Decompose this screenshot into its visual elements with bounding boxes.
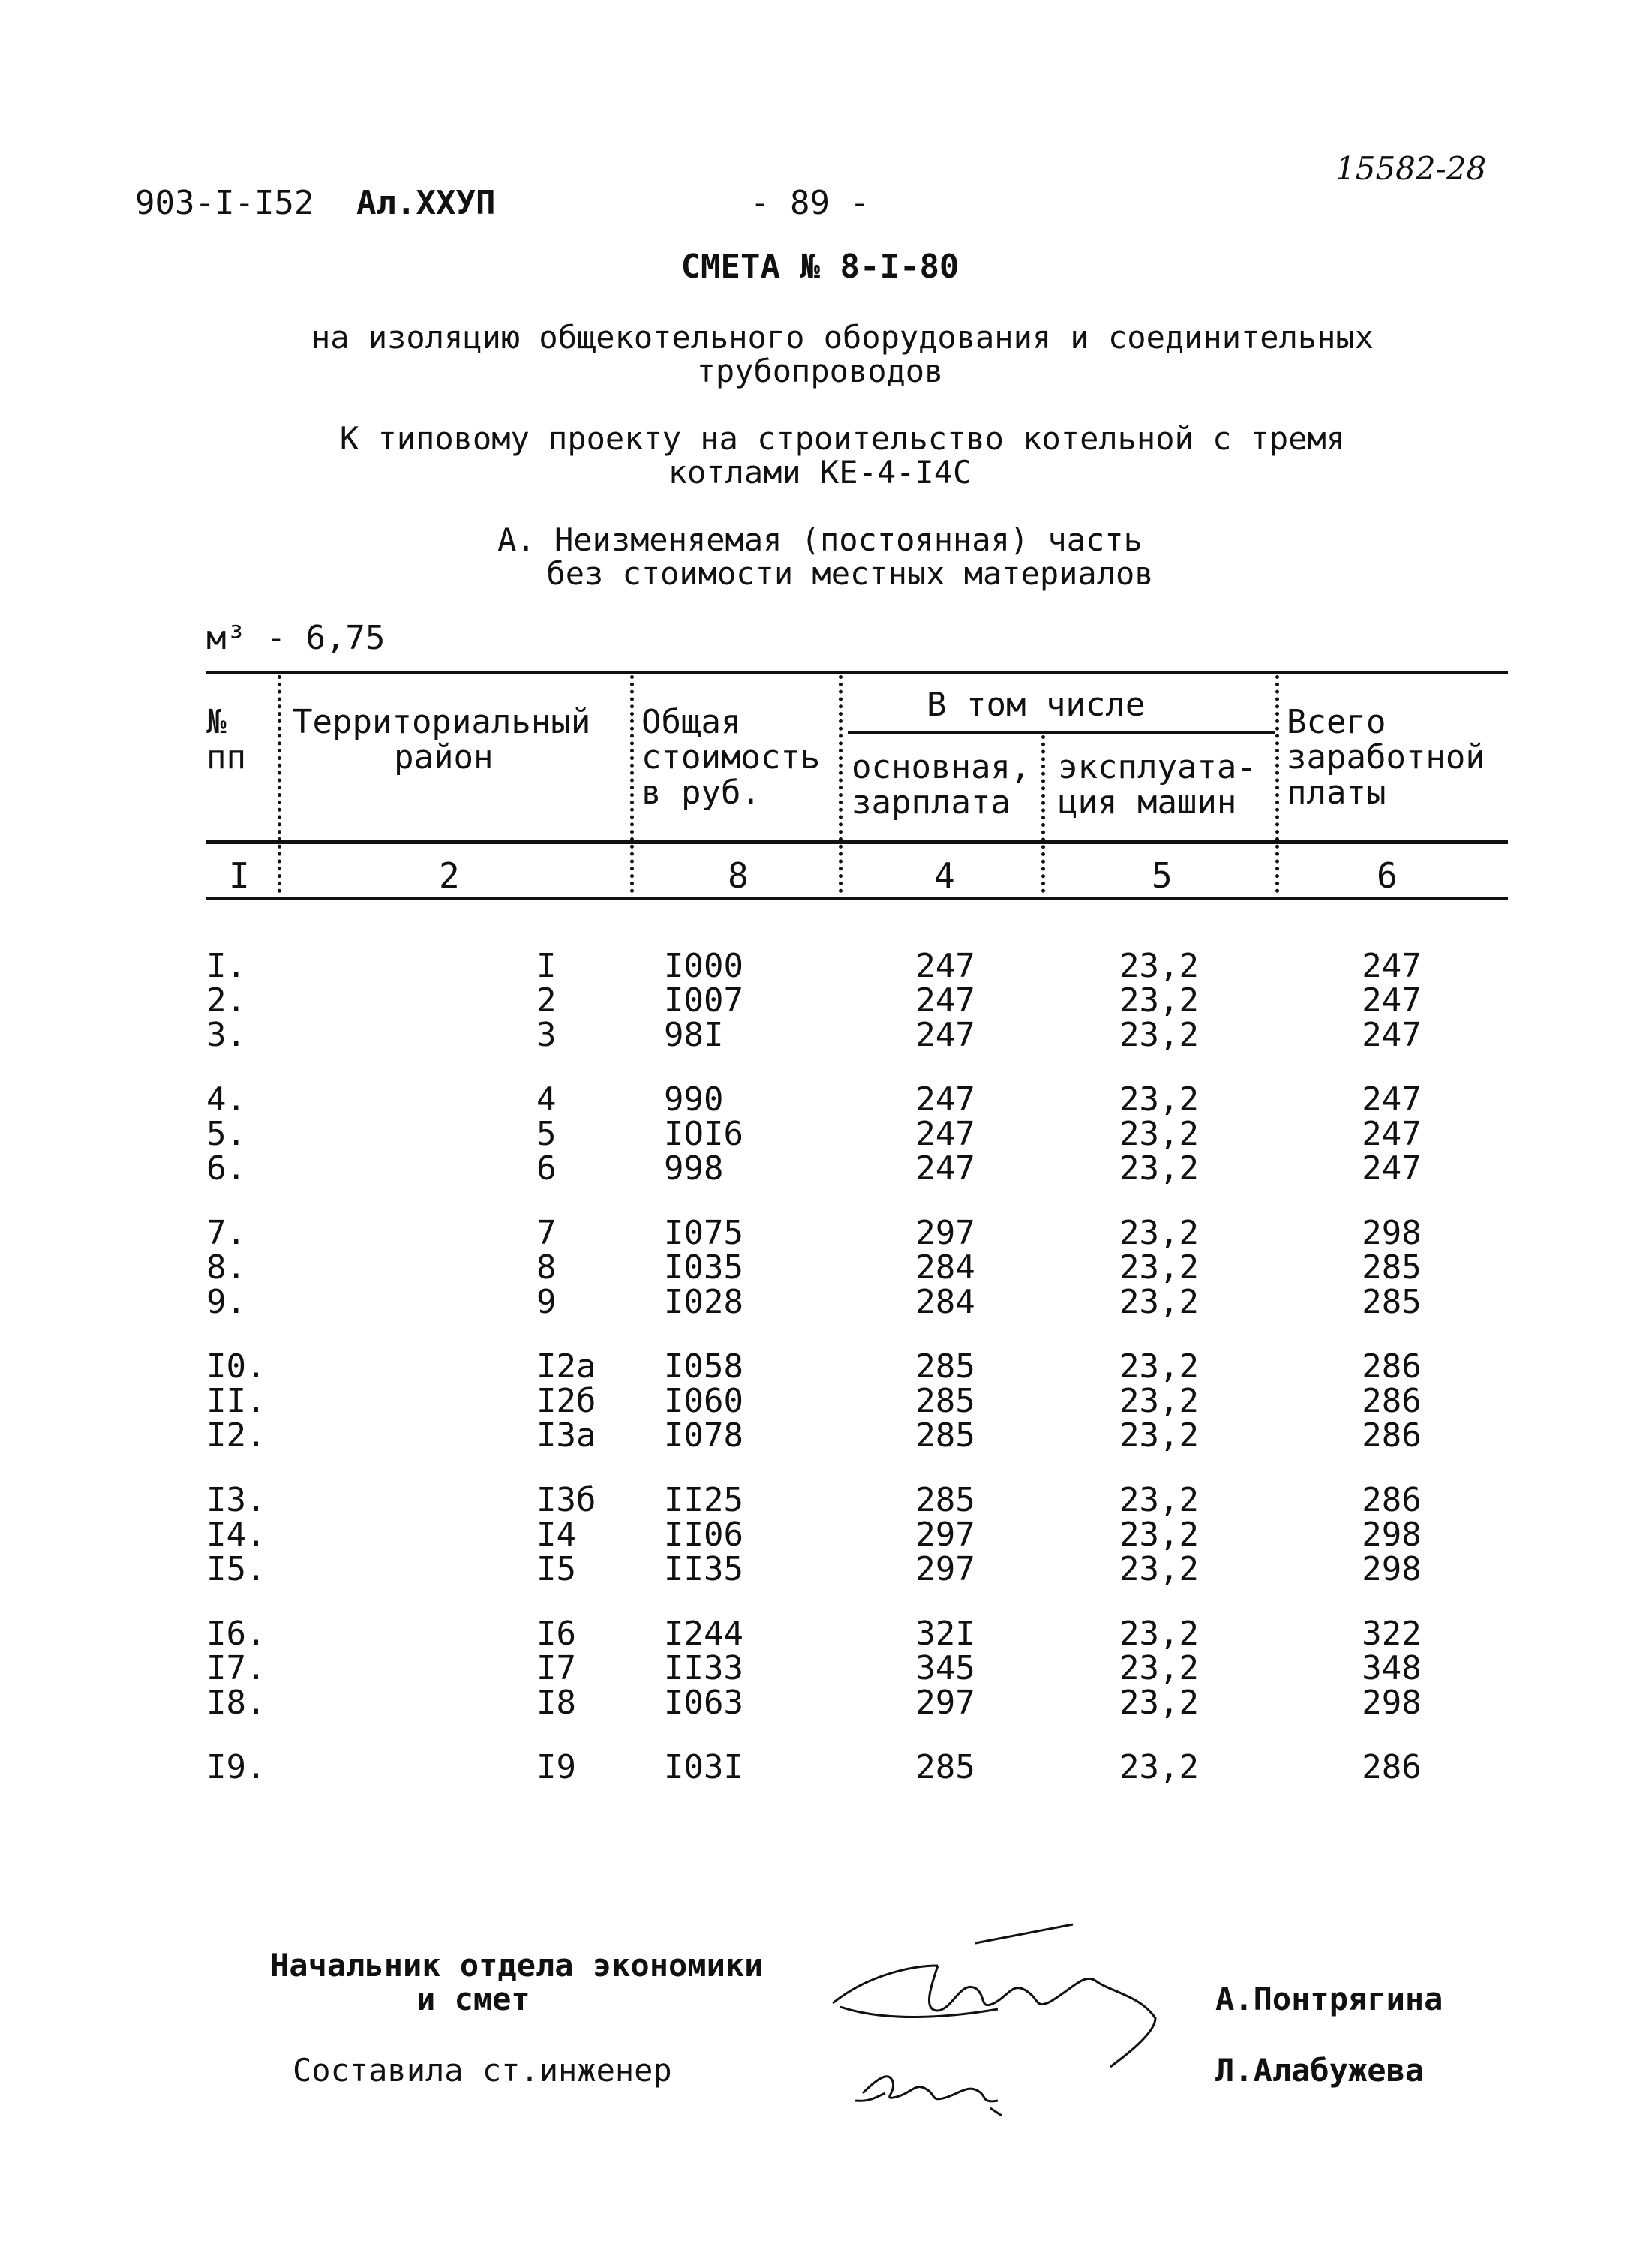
total-wages-cell: 247 <box>1362 1115 1422 1153</box>
base-salary-cell: 284 <box>915 1248 975 1287</box>
table-row <box>206 1686 1508 1720</box>
doc-code: 903-I-I52 <box>135 184 314 222</box>
header-col5-a: эксплуата- <box>1058 748 1257 786</box>
row-number-cell: I4. <box>206 1516 266 1554</box>
total-cost-cell: I028 <box>664 1283 743 1321</box>
machine-operation-cell: 23,2 <box>1119 1615 1199 1653</box>
machine-operation-cell: 23,2 <box>1119 981 1199 1020</box>
machine-operation-cell: 23,2 <box>1119 1748 1199 1786</box>
machine-operation-cell: 23,2 <box>1119 1649 1199 1687</box>
group-header-rule <box>848 731 1275 734</box>
col-numbers-rule <box>206 897 1508 900</box>
header-col2-a: Территориальный <box>293 703 591 741</box>
total-wages-cell: 247 <box>1362 1080 1422 1119</box>
machine-operation-cell: 23,2 <box>1119 1516 1199 1554</box>
base-salary-cell: 297 <box>915 1516 975 1554</box>
row-number-cell: I6. <box>206 1615 266 1653</box>
territory-region-cell: I4 <box>536 1516 576 1554</box>
col-number-3: 8 <box>728 855 749 896</box>
row-number-cell: I8. <box>206 1684 266 1722</box>
base-salary-cell: 285 <box>915 1347 975 1386</box>
table-row <box>206 1248 1508 1287</box>
base-salary-cell: 284 <box>915 1283 975 1321</box>
machine-operation-cell: 23,2 <box>1119 1115 1199 1153</box>
row-number-cell: I9. <box>206 1748 266 1786</box>
territory-region-cell: 2 <box>536 981 557 1020</box>
col-separator <box>1275 675 1279 893</box>
table-row <box>206 1149 1508 1188</box>
col-separator <box>1041 735 1045 893</box>
volume-value: м³ - 6,75 <box>206 619 386 657</box>
base-salary-cell: 247 <box>915 1115 975 1153</box>
total-cost-cell: 98I <box>664 1016 724 1054</box>
table-row <box>206 1651 1508 1686</box>
table-row <box>206 1416 1508 1455</box>
total-wages-cell: 285 <box>1362 1283 1422 1321</box>
table-row <box>206 1518 1508 1552</box>
row-number-cell: I5. <box>206 1550 266 1588</box>
table-row <box>206 1080 1508 1119</box>
table-row <box>206 1285 1508 1320</box>
total-wages-cell: 286 <box>1362 1382 1422 1420</box>
base-salary-cell: 297 <box>915 1550 975 1588</box>
territory-region-cell: I8 <box>536 1684 576 1722</box>
signatory-2-role: Составила ст.инженер <box>293 2052 672 2089</box>
territory-region-cell: I7 <box>536 1649 576 1687</box>
total-wages-cell: 298 <box>1362 1550 1422 1588</box>
header-col4-b: зарплата <box>852 783 1011 822</box>
col-separator <box>839 675 843 893</box>
machine-operation-cell: 23,2 <box>1119 1149 1199 1188</box>
territory-region-cell: I2б <box>536 1382 596 1420</box>
machine-operation-cell: 23,2 <box>1119 1283 1199 1321</box>
territory-region-cell: 4 <box>536 1080 557 1119</box>
row-number-cell: I2. <box>206 1416 266 1455</box>
territory-region-cell: 3 <box>536 1016 557 1054</box>
table-row <box>206 1483 1508 1518</box>
base-salary-cell: 247 <box>915 1080 975 1119</box>
total-wages-cell: 286 <box>1362 1416 1422 1455</box>
base-salary-cell: 285 <box>915 1748 975 1786</box>
total-wages-cell: 298 <box>1362 1214 1422 1252</box>
row-number-cell: 9. <box>206 1283 246 1321</box>
total-cost-cell: I075 <box>664 1214 743 1252</box>
machine-operation-cell: 23,2 <box>1119 1481 1199 1519</box>
total-wages-cell: 285 <box>1362 1248 1422 1287</box>
row-number-cell: 6. <box>206 1149 246 1188</box>
row-number-cell: 4. <box>206 1080 246 1119</box>
signatory-1-name: А.Понтрягина <box>1215 1981 1443 2017</box>
archive-stamp: 15582-28 <box>1335 150 1487 187</box>
machine-operation-cell: 23,2 <box>1119 1416 1199 1455</box>
territory-region-cell: 5 <box>536 1115 557 1153</box>
total-cost-cell: I078 <box>664 1416 743 1455</box>
total-wages-cell: 286 <box>1362 1347 1422 1386</box>
total-cost-cell: I058 <box>664 1347 743 1386</box>
base-salary-cell: 247 <box>915 1016 975 1054</box>
territory-region-cell: I9 <box>536 1748 576 1786</box>
machine-operation-cell: 23,2 <box>1119 1684 1199 1722</box>
header-col3-a: Общая <box>641 703 741 741</box>
col-number-5: 5 <box>1152 855 1173 896</box>
territory-region-cell: 8 <box>536 1248 557 1287</box>
col-number-4: 4 <box>934 855 955 896</box>
total-cost-cell: I244 <box>664 1615 743 1653</box>
total-wages-cell: 322 <box>1362 1615 1422 1653</box>
machine-operation-cell: 23,2 <box>1119 1080 1199 1119</box>
header-col3-b: стоимость <box>641 738 821 777</box>
col-number-6: 6 <box>1377 855 1398 896</box>
table-row <box>206 1617 1508 1651</box>
row-number-cell: 7. <box>206 1214 246 1252</box>
total-wages-cell: 298 <box>1362 1684 1422 1722</box>
smeta-title: СМЕТА № 8-I-80 <box>680 248 960 286</box>
title-line-1: на изоляцию общекотельного оборудования и соединительных <box>311 319 1374 356</box>
total-cost-cell: IOI6 <box>664 1115 743 1153</box>
base-salary-cell: 32I <box>915 1615 975 1653</box>
row-number-cell: II. <box>206 1382 266 1420</box>
total-cost-cell: I007 <box>664 981 743 1020</box>
header-col1-a: № <box>206 703 227 741</box>
header-col6-c: платы <box>1287 774 1386 812</box>
section-title-2: без стоимости местных материалов <box>546 555 1154 592</box>
table-row <box>206 949 1508 984</box>
table-row <box>206 1117 1508 1152</box>
total-cost-cell: I060 <box>664 1382 743 1420</box>
total-cost-cell: I03I <box>664 1748 743 1786</box>
estimate-table <box>206 671 1508 1812</box>
total-wages-cell: 247 <box>1362 981 1422 1020</box>
row-number-cell: I7. <box>206 1649 266 1687</box>
row-number-cell: 3. <box>206 1016 246 1054</box>
machine-operation-cell: 23,2 <box>1119 1382 1199 1420</box>
territory-region-cell: 7 <box>536 1214 557 1252</box>
row-number-cell: 5. <box>206 1115 246 1153</box>
territory-region-cell: I5 <box>536 1550 576 1588</box>
total-cost-cell: 998 <box>664 1149 724 1188</box>
base-salary-cell: 247 <box>915 981 975 1020</box>
total-cost-cell: II25 <box>664 1481 743 1519</box>
total-cost-cell: I063 <box>664 1684 743 1722</box>
table-row <box>206 1552 1508 1587</box>
territory-region-cell: 6 <box>536 1149 557 1188</box>
table-row <box>206 1216 1508 1251</box>
total-cost-cell: II06 <box>664 1516 743 1554</box>
machine-operation-cell: 23,2 <box>1119 1347 1199 1386</box>
album-number: Ал.ХХУП <box>356 184 496 222</box>
territory-region-cell: I <box>536 947 557 985</box>
territory-region-cell: 9 <box>536 1283 557 1321</box>
territory-region-cell: I3а <box>536 1416 596 1455</box>
machine-operation-cell: 23,2 <box>1119 1016 1199 1054</box>
total-wages-cell: 286 <box>1362 1481 1422 1519</box>
machine-operation-cell: 23,2 <box>1119 1248 1199 1287</box>
row-number-cell: I. <box>206 947 246 985</box>
header-col6-a: Всего <box>1287 703 1386 741</box>
territory-region-cell: I2а <box>536 1347 596 1386</box>
col-separator <box>278 675 281 893</box>
row-number-cell: I3. <box>206 1481 266 1519</box>
row-number-cell: 8. <box>206 1248 246 1287</box>
machine-operation-cell: 23,2 <box>1119 947 1199 985</box>
section-title-1: А. Неизменяемая (постоянная) часть <box>497 521 1143 558</box>
table-row <box>206 1750 1508 1785</box>
header-col3-c: в руб. <box>641 774 761 812</box>
total-wages-cell: 286 <box>1362 1748 1422 1786</box>
territory-region-cell: I3б <box>536 1481 596 1519</box>
base-salary-cell: 285 <box>915 1382 975 1420</box>
page-number: - 89 - <box>750 184 870 222</box>
base-salary-cell: 345 <box>915 1649 975 1687</box>
total-cost-cell: II33 <box>664 1649 743 1687</box>
signatory-1-role: Начальник отдела экономики <box>270 1947 764 1984</box>
col-number-2: 2 <box>439 855 460 896</box>
total-cost-cell: 990 <box>664 1080 724 1119</box>
col-number-1: I <box>229 855 250 896</box>
total-cost-cell: II35 <box>664 1550 743 1588</box>
total-cost-cell: I000 <box>664 947 743 985</box>
handwritten-signature-2 <box>848 2041 1028 2123</box>
signatory-1-role-cont: и смет <box>416 1981 530 2017</box>
row-number-cell: 2. <box>206 981 246 1020</box>
header-col1-b: пп <box>206 738 246 777</box>
base-salary-cell: 285 <box>915 1481 975 1519</box>
header-col6-b: заработной <box>1287 738 1485 777</box>
territory-region-cell: I6 <box>536 1615 576 1653</box>
row-number-cell: I0. <box>206 1347 266 1386</box>
header-group: В том числе <box>927 686 1146 724</box>
header-col2-b: район <box>394 738 494 777</box>
signatory-2-name: Л.Алабужева <box>1215 2052 1425 2089</box>
table-row <box>206 981 1508 1020</box>
table-top-rule <box>206 671 1508 674</box>
total-wages-cell: 247 <box>1362 1016 1422 1054</box>
header-col4-a: основная, <box>852 748 1031 786</box>
base-salary-cell: 247 <box>915 947 975 985</box>
base-salary-cell: 247 <box>915 1149 975 1188</box>
total-wages-cell: 298 <box>1362 1516 1422 1554</box>
table-row <box>206 1384 1508 1419</box>
title-line-3: К типовому проекту на строительство котельной с тремя <box>339 420 1346 457</box>
col-separator <box>630 675 634 893</box>
base-salary-cell: 285 <box>915 1416 975 1455</box>
machine-operation-cell: 23,2 <box>1119 1214 1199 1252</box>
title-line-4: котлами КЕ-4-I4С <box>668 454 972 491</box>
base-salary-cell: 297 <box>915 1214 975 1252</box>
total-wages-cell: 348 <box>1362 1649 1422 1687</box>
header-bottom-rule <box>206 840 1508 844</box>
total-wages-cell: 247 <box>1362 1149 1422 1188</box>
table-row <box>206 1347 1508 1386</box>
base-salary-cell: 297 <box>915 1684 975 1722</box>
title-line-2: трубопроводов <box>696 353 944 389</box>
total-wages-cell: 247 <box>1362 947 1422 985</box>
table-row <box>206 1018 1508 1053</box>
header-col5-b: ция машин <box>1058 783 1237 822</box>
machine-operation-cell: 23,2 <box>1119 1550 1199 1588</box>
total-cost-cell: I035 <box>664 1248 743 1287</box>
